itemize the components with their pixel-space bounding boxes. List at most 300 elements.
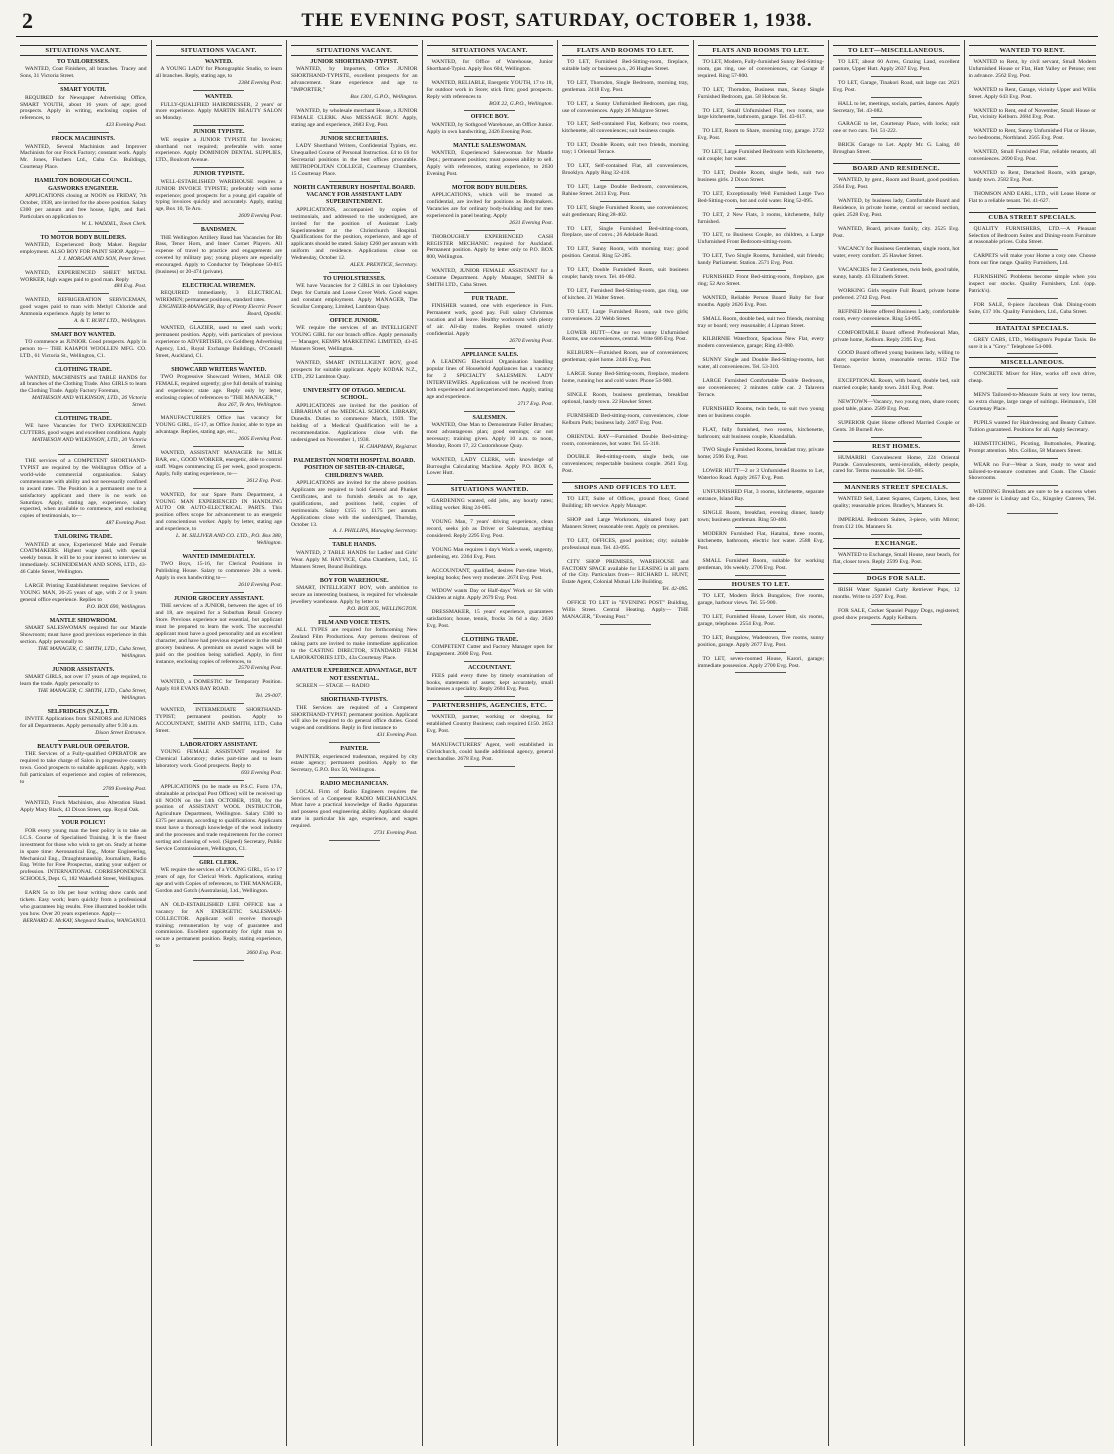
ad-heading: JUNIOR GROCERY ASSISTANT. [173, 595, 264, 602]
classified-ad [698, 531, 825, 552]
classified-ad [698, 212, 825, 226]
ad-divider [464, 139, 515, 140]
ad-divider [1007, 458, 1058, 459]
ad-divider [600, 97, 651, 98]
classified-ad [969, 302, 1097, 316]
classified-ad [427, 80, 554, 108]
ad-divider [329, 693, 380, 694]
classified-ad [562, 205, 689, 219]
classified-ad [20, 583, 147, 611]
ad-divider [329, 742, 380, 743]
ad-body: LOWER HUTT—One or two sunny Unfurnished Rooms, use conveniences, central. Write 686 Evg. Post. [562, 329, 689, 343]
ad-body: TO LET, Large Furnished Room, suit two girls; conveniences. 22 Webb Street. [562, 308, 689, 322]
classified-ad [427, 588, 554, 602]
ad-body: FURNISHED Bed-sitting-room, conveniences, close Kelburn Park; business lady. 2467 Evg. Post. [562, 412, 689, 426]
classified-ad [427, 742, 554, 763]
ad-signature: MATHESON AND WILKINSON, LTD., 20 Victoria Street. [32, 437, 147, 451]
ad-divider [1007, 249, 1058, 250]
ad-body: WANTED, by business lady, Comfortable Board and Residence, in private home, central or second section, quiet. 2528 Evg. Post. [833, 197, 960, 218]
ad-heading: MANTLE SALESWOMAN. [453, 142, 527, 149]
ad-body: ALL TYPES are required for forthcoming New Zealand Film Productions. Any persons desirous of taking parts are invited to make immediate application to the CASTING DIRECTOR, STANDARD FILM LABORATORIES LTD., 43a Courtenay Place. [291, 626, 418, 661]
ad-divider [464, 181, 515, 182]
classified-ad [969, 128, 1097, 142]
classified-ad [833, 587, 960, 601]
ad-divider [871, 624, 922, 625]
ad-divider [1007, 319, 1058, 320]
ad-divider [735, 423, 786, 424]
ad-body: LARGE Furnished Comfortable Double Bedroom, use conveniences; 2 minutes cable car. 2 Talavera Terrace. [697, 378, 824, 398]
classified-ad [20, 416, 147, 451]
column-6 [694, 40, 830, 1446]
ad-body: COMFORTABLE Board offered Professional Man, private home, Kelburn. Reply 2395 Evg. Post. [833, 329, 960, 343]
ad-heading: SHORTHAND-TYPISTS. [320, 697, 388, 704]
section-heading: EXCHANGE. [833, 538, 960, 549]
classified-ad [427, 59, 554, 73]
ad-divider [58, 530, 109, 531]
ad-signature: P.O. BOX 690, Wellington. [86, 603, 147, 610]
ad-heading: MOTOR BODY BUILDERS. [451, 184, 528, 191]
classified-ad [969, 337, 1097, 351]
classified-ad [156, 784, 283, 853]
column-5 [558, 40, 694, 1446]
ad-body: SMART, INTELLIGENT BOY, with ambition to secure an interesting business, is required for wholesale jewellery warehouse. Apply by letter to [291, 584, 418, 605]
ad-divider [600, 242, 651, 243]
ad-body: THE Services are required of a Competent SHORTHAND-TYPIST; permanent position. Applicant will also be required to do general office duties. Good wages and conditions. Reply in first instance to [291, 704, 418, 732]
ad-divider [329, 574, 380, 575]
ad-divider [600, 201, 651, 202]
ad-body: DRESSMAKER, 15 years' experience, guarantees satisfaction; house, tennis, frocks 3s 6d a day. 2630 Evg. Post. [426, 609, 553, 630]
classified-ad [20, 297, 147, 325]
ad-body: WORKING Girls require Full Board, private home preferred. 2742 Evg. Post. [833, 288, 960, 301]
ad-divider [193, 279, 244, 280]
classified-ad [291, 781, 418, 837]
ad-divider [735, 672, 786, 673]
ad-body: FOR every young man the best policy is to take an I.C.S. Course of Specialised Training. It is the finest investment for those who wish to get on. Study at home in spare time: Aeronautical Eng., Motor Engineering, Mechanical Eng., Draughtsmanship, Journalism, Radio Eng. Write for Free Prospectus, stating your subject or profession. INTERNATIONAL CORRESPONDENCE SCHOOLS, Dept. G, 182 Wakefield Street, Wellington. [20, 827, 147, 883]
classified-ad [833, 226, 960, 240]
classified-ad [156, 450, 283, 485]
ad-divider [58, 293, 109, 294]
ad-body: SUNNY Single and Double Bed-Sitting-rooms, hot water, all conveniences. Tel. 53-310. [697, 357, 824, 371]
classified-ad [156, 860, 283, 895]
ad-divider [329, 777, 380, 778]
ad-heading: PALMERSTON NORTH HOSPITAL BOARD. POSITION OF SISTER-IN-CHARGE, CHILDREN'S WARD. [293, 457, 415, 479]
ad-body: A LEADING Electrical Organisation handling popular lines of Household Appliances has a vacancy for 2 SPECIALTY SALESMEN. LADY INTERVIEWERS. Applications will be received from both experienced and inexperienced men. Apply, stating age and experience. [426, 359, 553, 400]
ad-body: WANTED, for Office of Warehouse, Junior Shorthand-Typist. Apply Box 604, Wellington. [426, 59, 553, 72]
ad-body: VACANCY for Business Gentleman, single room, hot water, every comfort. 25 Hawker Street. [833, 246, 960, 260]
classified-ad [969, 462, 1097, 483]
ad-divider [193, 363, 244, 364]
classified-columns [16, 40, 1100, 1446]
section-heading: BOARD AND RESIDENCE. [833, 163, 960, 174]
ad-heading: SELFRIDGES (N.Z.), LTD. [47, 708, 119, 715]
column-4 [423, 40, 559, 1446]
ad-divider [464, 564, 515, 565]
classified-ad [969, 149, 1097, 163]
ad-divider [193, 738, 244, 739]
ad-body: WANTED to Rent, Sunny Unfurnished Flat or House, two bedrooms, Northland. 2565 Evg. Post. [968, 128, 1096, 142]
ad-divider [193, 550, 244, 551]
ad-body: FULLY-QUALIFIED HAIRDRESSER, 2 years' or more experience. Apply MARTIN BEAUTY SALON on Monday. [155, 101, 282, 122]
ad-divider [1007, 145, 1058, 146]
ad-body: WE have Vacancies for 2 GIRLS in our Upholstery Dept. for Curtain and Loose Cover Work. Good wages and constant employment. Apply MANAGER, The Scoullar Company, Limited, Lambton Quay. [291, 283, 418, 311]
ad-body: TO LET, Self-contained Flat, all conveniences, Brooklyn. Apply Ring 32-418. [562, 163, 689, 176]
ad-body: HUMARIRI Convalescent Home, 224 Oriental Parade. Convalescents, semi-invalids, elderly people, cared for. Terms reasonable. Tel. 50-685. [833, 454, 960, 475]
ad-heading: PAINTER. [340, 746, 369, 753]
ad-signature: 484 Evg. Post. [113, 283, 147, 290]
ad-body: WANTED, EXPERIENCED SHEET METAL WORKER, high wages paid to good man. Reply [20, 269, 147, 283]
classified-ad [562, 350, 689, 364]
classified-ad [698, 87, 825, 101]
classified-ad [698, 316, 825, 330]
ad-body: APPLICATIONS, accompanied by copies of testimonials, and addressed to the undersigned, are invited for the position of Assistant Lady Superintendent at the Christchurch Hospital. Qualifications for the position, experience, and age of applicants should be stated. Salary £260 per annum with uniform and residence. Applications close on Wednesday, October 12. [291, 206, 418, 262]
ad-body: TO LET, a Sunny Unfurnished Bedroom, gas ring, use of conveniences. Apply 26 Mulgrave Street. [562, 100, 689, 114]
ad-body: WANTED, LADY CLERK, with knowledge of Burroughs Calculating Machine. Apply P.O. BOX 6, Lower Hutt. [426, 456, 553, 477]
ad-body: SMALL Furnished Room, suitable for working gentleman, 10s weekly. 2706 Evg. Post. [697, 558, 824, 572]
ad-divider [600, 388, 651, 389]
ad-divider [464, 738, 515, 739]
ad-divider [1007, 437, 1058, 438]
ad-body: FURNISHED Rooms, twin beds, to suit two young men or business couple. [697, 405, 824, 419]
ad-body: WE require the services of a YOUNG GIRL, 15 to 17 years of age, for Clerical Work. Applications, stating age and with Copies of references, to THE MANAGER, Gordon and Gotch (Australasia), Ltd., Wellington. [155, 867, 282, 894]
ad-divider [1007, 83, 1058, 84]
ad-divider [1007, 388, 1058, 389]
ad-body: WANTED, Coat Finishers, all branches. Tracey and Sons, 31 Victoria Street. [20, 66, 147, 80]
ad-body: TO LET, Two Single Rooms, furnished, suit friends; handy Parliament. Station. 2571 Evg. Post. [697, 253, 824, 267]
ad-body: CONCRETE Mixer for Hire, works off own drive, cheap. [968, 371, 1096, 385]
ad-body: LADY Shorthand Writers, Confidential Typists, etc. Unequalled Course of Personal Instruction. £4 to £6 for Secretarial positions in the best offices procurable. METROPOLITAN COLLEGE, Courtenay Chambers, 15 Courtenay Place. [291, 143, 418, 177]
ad-body: TO LET, Room to Share, morning tray, garage. 2722 Evg. Post. [697, 128, 824, 142]
ad-divider [600, 326, 651, 327]
classified-ad [427, 234, 554, 262]
classified-ad [427, 714, 554, 735]
ad-divider [193, 223, 244, 224]
ad-body: REQUIRED for Newspaper Advertising Office, SMART YOUTH, about 16 years of age; good prospects. Apply in writing, enclosing copies of references, to [20, 94, 147, 122]
ad-heading: TABLE HANDS. [332, 542, 377, 549]
ad-body: WEAR no Fur—Wear a Sure, ready to wear and tailored-to-measure costumes and Coats. The Classic Showrooms. [968, 461, 1096, 482]
ad-divider [735, 353, 786, 354]
ad-body: INVITE Applications from SENIORS and JUNIORS for all Departments. Apply personally after 9.30 a.m. [20, 716, 147, 729]
ad-divider [600, 180, 651, 181]
ad-signature: THE MANAGER, C. SMITH, LTD., Cuba Street, Wellington. [37, 687, 147, 701]
classified-ad [562, 163, 689, 177]
classified-ad [20, 800, 147, 814]
ad-divider [329, 181, 380, 182]
ad-signature: A. & T. BURT LTD., Wellington. [73, 318, 147, 325]
ad-body: TWO Single Furnished Rooms, breakfast tray, private home; 2596 Evg. Post. [697, 447, 824, 461]
ad-signature: THE MANAGER, C. SMITH, LTD., Cuba Street, Wellington. [37, 645, 147, 659]
ad-divider [329, 384, 380, 385]
ad-body: GREY CABS, LTD., Wellington's Popular Taxis. Be sure it is a "Grey." Telephone 54-000. [968, 336, 1096, 350]
ad-heading: OFFICE JUNIOR. [329, 318, 379, 324]
classified-ad [427, 609, 554, 630]
classified-ad [833, 198, 960, 219]
ad-body: WANTED, a DOMESTIC for Temporary Position. Apply 818 EVANS BAY ROAD. [155, 679, 282, 693]
ad-divider [871, 194, 922, 195]
classified-ad [698, 232, 825, 246]
ad-body: THOROUGHLY EXPERIENCED CASH REGISTER MECHANIC required for Auckland. Permanent position. Apply by letter only to P.O. BOX 800, Wellington. [426, 233, 553, 261]
classified-ad [833, 101, 960, 115]
ad-divider [58, 266, 109, 267]
ad-divider [600, 555, 651, 556]
ad-heading: NORTH CANTERBURY HOSPITAL BOARD. VACANCY FOR ASSISTANT LADY SUPERINTENDENT. [293, 184, 416, 206]
ad-body: HALL to let, meetings, socials, parties, dances. Apply Secretary, Tel. 43-082. [833, 100, 960, 114]
ad-body: APPLICATIONS, which will be treated as confidential, are invited for positions as Bodymakers. Vacancies are for ordinary body-building and for men experienced in panel beating. Apply [426, 192, 553, 219]
classified-ad [156, 902, 283, 957]
ad-divider [1007, 124, 1058, 125]
ad-body: HEMSTITCHING, Picoting, Buttonholes, Pleating. Prompt attention. Mrs. Collins, 58 Manners Street. [968, 440, 1096, 454]
classified-ad [969, 253, 1097, 267]
classified-ad [833, 399, 960, 413]
classified-ad [698, 253, 825, 267]
ad-signature: BERNARD E. McKAY, Sheppard Studios, WANGANUI. [22, 917, 147, 924]
ad-divider [193, 125, 244, 126]
ad-divider [193, 411, 244, 412]
ad-body: SUPERIOR Quiet Home offered Married Couple or Gents. 36 Burnell Ave. [833, 419, 960, 433]
ad-divider [58, 231, 109, 232]
ad-divider [600, 430, 651, 431]
ad-body: THE services of a JUNIOR, between the ages of 16 and 18, are required for a Suburban Retail Grocery Store. Previous experience not essential, but applicant must be prepared to learn the work. The successful applicant must have a good personality and an excellent character, and have had previous experience in the retail grocery business. A premium on award wages will be paid on the position being satisfied. Apply, in first instance, enclosing copies of references, to [155, 603, 282, 665]
ad-body: SMART GIRLS, not over 17 years of age required, to learn the trade. Apply personally to [20, 674, 147, 687]
classified-ad [833, 378, 960, 392]
ad-body: WANTED, ASSISTANT MANAGER for MILK BAR, etc., GOOD WORKER, energetic, able to control staff. Wages commencing £5 per week, good prospects. Apply, fully stating experience, to— [155, 450, 282, 477]
ad-body: LOWER HUTT—2 or 3 Unfurnished Rooms to Let, Waterloo Road. Apply 2657 Evg. Post. [697, 468, 824, 482]
classified-ad [698, 128, 825, 142]
ad-divider [58, 705, 109, 706]
classified-ad [562, 517, 689, 531]
ad-body: CARPETS will make your Home a cosy one. Choose from our fine range. Quality Furnishers, Ltd. [968, 253, 1096, 267]
ad-signature: J. J. MORGAN AND SON, Peter Street. [57, 255, 147, 262]
classified-ad [562, 559, 689, 594]
ad-divider [58, 363, 109, 364]
ad-signature: Box 1301, G.P.O., Wellington. [350, 94, 418, 101]
ad-divider [735, 374, 786, 375]
ad-body: GARDENING wanted, odd jobs, any hourly rates; willing worker. Ring 24-085. [426, 498, 553, 512]
ad-heading: OFFICE BOY. [470, 114, 509, 121]
ad-body: APPLICATIONS (to be made on P.S.C. Form 17A, obtainable at principal Post Offices) will be received up till NOON on the 14th OCTOBER, 1938, for the position of ASSISTANT WOOL INSTRUCTOR, Agriculture Department, Wellington. Salary £300 to £375 per annum, according to qualifications. Applicants must have a thorough knowledge of the wool industry and the processes and trade requirements for the correct sorting and classing of wool. (Signed) Secretary, Public Service Commissioners, Wellington, C1. [155, 783, 282, 852]
ad-divider [871, 416, 922, 417]
ad-divider [871, 395, 922, 396]
ad-body: LARGE Sunny Bed-Sitting-room, fireplace, modern home, running hot and cold water. Phone 54-900. [562, 371, 689, 385]
ad-body: WANTED, by wholesale merchant House, a JUNIOR FEMALE CLERK. Also MESSAGE BOY. Apply, stating age and experience, 2683 Evg. Post. [291, 107, 418, 128]
ad-body: WANTED to Rent, by civil servant, Small Modern Unfurnished House or Flat, Hutt Valley or Petone; rent in advance. 2562 Evg. Post. [968, 59, 1096, 79]
ad-heading: WANTED IMMEDIATELY. [182, 553, 256, 560]
section-heading: MISCELLANEOUS. [969, 357, 1097, 368]
ad-divider [871, 346, 922, 347]
classified-ad [427, 185, 554, 227]
ad-body: WANTED, by Importers, Office JUNIOR SHORTHAND-TYPISTE, excellent prospects for an advancement. State experience and age to "IMPORTER," [291, 66, 418, 94]
ad-body: TO LET, Furnished House, Lower Hutt, six rooms, garage, telephone. 2554 Evg. Post. [697, 614, 824, 627]
ad-body: WANTED to Exchange, Small House, near beach, for flat, closer town. Reply 2599 Evg. Post. [833, 551, 960, 565]
ad-divider [600, 305, 651, 306]
ad-divider [1007, 416, 1058, 417]
section-heading: MANNERS STREET SPECIALS. [833, 482, 960, 493]
classified-ad [698, 447, 825, 461]
column-7 [829, 40, 965, 1446]
ad-body: QUALITY FURNISHERS, LTD.—A Pleasant Selection of Bedroom Suites and Dining-room Furniture at reasonable prices. Cuba Street. [968, 225, 1096, 246]
ad-body: APPLICATIONS closing at NOON on FRIDAY, 7th October, 1938, are invited for the above position. Salary £300 per annum and free house, light, and fuel. Particulars on application to [20, 193, 147, 220]
ad-body: MEN'S Tailored-to-Measure Suits at very low terms, no extra charge, large range of suitings. Heimann's, 138 Courtenay Place. [968, 392, 1096, 413]
ad-divider [1007, 104, 1058, 105]
ad-body: FOR SALE, Cocker Spaniel Puppy Dogs, registered; good show prospects. Apply Kelburn. [833, 607, 960, 621]
classified-ad [20, 534, 147, 576]
ad-divider [464, 605, 515, 606]
ad-body: A YOUNG LADY for Photographic Studio, to learn all branches. Reply, stating age, to [155, 66, 282, 80]
classified-ad [833, 288, 960, 302]
classified-ad [562, 392, 689, 406]
ad-body: THE Wellington Artillery Band has Vacancies for Bb Bass, Tenor Horn, and Inner Cornet Players. All expense of travel to practice and engagements are covered by military pay; young players are especially encouraged. Apply to Conductor by Telephone 50-815 (business) or 20-474 (private). [155, 234, 282, 276]
classified-ad [291, 542, 418, 570]
ad-signature: MATHESON AND WILKINSON, LTD., 26 Victoria Street. [32, 395, 147, 409]
ad-divider [329, 616, 380, 617]
ad-divider [1007, 485, 1058, 486]
classified-ad [833, 121, 960, 135]
ad-body: WANTED, Several Machinists and Improver Machinists for our Frock Factory; constant work. Apply Mr. Jones, Fischers Ltd., Cuba Co. Buildings, Courtenay Place. [20, 143, 147, 171]
ad-body: WANTED, Frock Machinists, also Alteration Hand. Apply Mary Black, 43 Dixon Street, opp. Royal Oak. [20, 799, 147, 813]
ad-signature: Tel. 29-007. [255, 693, 282, 700]
ad-heading: BANDSMEN. [200, 227, 237, 234]
ad-body: WELL-ESTABLISHED WAREHOUSE requires a JUNIOR INVOICE TYPISTE; preferably with some experience; good prospects for a young girl capable of typing invoices quickly and accurately. Apply, stating age, Box 10, Te Aro. [155, 178, 282, 213]
ad-divider [735, 83, 786, 84]
classified-ad [833, 309, 960, 323]
ad-heading: BEAUTY PARLOUR OPERATOR. [37, 743, 130, 750]
ad-body: IRISH Water Spaniel Curly Retriever Pups, 12 months. Write to 2597 Evg. Post. [833, 586, 960, 600]
classified-ad [833, 517, 960, 531]
ad-divider [193, 446, 244, 447]
ad-divider [464, 230, 515, 231]
ad-divider [1007, 208, 1058, 209]
ad-body: TO LET, Large Double Bedroom, conveniences, Rahine Street. 2413 Evg. Post. [562, 183, 689, 197]
classified-ad [562, 496, 689, 510]
ad-divider [871, 374, 922, 375]
ad-divider [871, 138, 922, 139]
classified-ad [20, 178, 147, 227]
ad-body: WANTED, partner, working or sleeping, for established Country Business; cash required £150. 2653 Evg. Post. [426, 714, 553, 735]
classified-ad [20, 235, 147, 263]
classified-ad [833, 455, 960, 476]
ad-heading: HAMILTON BOROUGH COUNCIL. GASWORKS ENGINEER. [34, 178, 132, 192]
ad-divider [193, 321, 244, 322]
classified-ad [20, 820, 147, 883]
ad-signature: 2670 Evening Post. [509, 337, 553, 344]
ad-divider [871, 222, 922, 223]
classified-ad [698, 295, 825, 309]
ad-body: KILBIRNIE Waterfront, Spacious New Flat, every modern convenience, garage; Ring 43-880. [697, 336, 824, 350]
classified-ad [427, 519, 554, 540]
ad-divider [464, 453, 515, 454]
ad-heading: SHOWCARD WRITERS WANTED. [171, 366, 267, 373]
ad-body: EXCEPTIONAL Room, with board, double bed, suit married couple; handy town. 2441 Evg. Post. [833, 378, 960, 392]
ad-divider [1007, 166, 1058, 167]
classified-ad [698, 489, 825, 503]
ad-heading: SALESMEN. [472, 414, 507, 421]
ad-heading: GIRL CLERK. [199, 859, 239, 866]
ad-heading: TO MOTOR BODY BUILDERS. [40, 234, 127, 241]
ad-divider [735, 291, 786, 292]
ad-divider [464, 292, 515, 293]
ad-divider [193, 960, 244, 961]
section-heading: SITUATIONS VACANT. [20, 45, 147, 56]
ad-divider [464, 696, 515, 697]
ad-body: TO LET, Modern, Fully-furnished Sunny Bed-Sitting-room, gas ring, use of conveniences, car Garage if required. Ring 57-800. [697, 59, 824, 79]
ad-body: FURNISHED Front Bed-sitting-room, fireplace, gas ring; 52 Aro Street. [697, 274, 824, 287]
classified-ad [427, 143, 554, 178]
classified-ad [698, 170, 825, 184]
ad-divider [871, 478, 922, 479]
classified-ad [698, 336, 825, 350]
ad-heading: WANTED. [204, 94, 233, 101]
classified-ad [698, 635, 825, 649]
section-heading: SITUATIONS VACANT. [156, 45, 283, 56]
ad-signature: Tel. 42-095. [661, 586, 689, 593]
page-number: 2 [22, 8, 33, 33]
ad-divider [1007, 353, 1058, 354]
ad-divider [464, 584, 515, 585]
ad-body: REQUIRED immediately, 3 ELECTRICAL WIREMEN; permanent positions, standard rates. [155, 290, 282, 304]
ad-divider [193, 167, 244, 168]
ad-divider [735, 464, 786, 465]
ad-body: TO LET, Large Furnished Bedroom with Kitchenette, suit couple; hot water. [697, 149, 824, 163]
ad-body: ORIENTAL BAY—Furnished Double Bed-sitting-room, conveniences, hot water. Tel. 55-318. [562, 433, 689, 447]
ad-body: WANTED, JUNIOR FEMALE ASSISTANT for a Costume Department. Apply Manager, SMITH & SMITH LTD., Cuba Street. [426, 268, 553, 289]
ad-signature: ALEX. PRENTICE, Secretary. [350, 262, 418, 269]
classified-ad [698, 149, 825, 163]
ad-signature: 487 Evening Post. [105, 520, 147, 527]
ad-body: CITY SHOP PREMISES, WAREHOUSE and FACTORY SPACE available for LEASING in all parts of the City. Particulars from— RICHARD L. HUNT, Estate Agent, Colonial Mutual Life Building. [562, 558, 689, 586]
ad-heading: TO TAILORESSES. [56, 59, 110, 65]
classified-ad [20, 667, 147, 702]
ad-divider [464, 633, 515, 634]
ad-divider [1007, 513, 1058, 514]
classified-ad [562, 434, 689, 448]
ad-heading: JUNIOR TYPISTE. [192, 171, 245, 178]
ad-divider [735, 485, 786, 486]
ad-divider [735, 270, 786, 271]
ad-body: MODERN Furnished Flat, Hataitai, three rooms, kitchenette, bathroom, electric hot water. 2588 Evg. Post. [697, 530, 824, 551]
ad-divider [464, 543, 515, 544]
ad-body: BRICK Garage to Let. Apply Mr. G. Laing, 40 Broughan Street. [833, 142, 960, 156]
ad-body: TO LET, Exceptionally Well Furnished Large Two Bed-Sitting-room, hot and cold water. Ring 52-095. [697, 190, 824, 204]
classified-ad [156, 283, 283, 318]
classified-ad [20, 87, 147, 129]
ad-body: SMALL Room, double bed, suit two friends, morning tray or board; very reasonable; 4 Lipman Street. [697, 315, 824, 329]
ad-body: UNFURNISHED Flat, 3 rooms, kitchenette, separate entrance, Island Bay. [697, 489, 824, 502]
section-heading: REST HOMES. [833, 441, 960, 452]
classified-ad [156, 171, 283, 220]
classified-ad [562, 80, 689, 94]
ad-signature: BOX 22, G.P.O., Wellington. [489, 100, 553, 107]
column-2 [152, 40, 288, 1446]
ad-body: GOOD Board offered young business lady, willing to share; superior home, reasonable terms. 1932 The Terrace. [833, 350, 960, 371]
ad-body: FOR SALE, 8-piece Jacobean Oak Dining-room Suite, £17 10s. Quality Furnishers, Ltd., Cuba Street. [968, 301, 1096, 315]
classified-ad [427, 665, 554, 693]
section-heading: TO LET—MISCELLANEOUS. [833, 45, 960, 56]
classified-ad [562, 309, 689, 323]
ad-heading: UNIVERSITY OF OTAGO. MEDICAL SCHOOL. [303, 387, 406, 402]
ad-divider [464, 348, 515, 349]
ad-divider [58, 83, 109, 84]
ad-body: TO LET, seven-roomed House, Karori, garage; immediate possession. Apply 2700 Evg. Post. [697, 655, 824, 669]
ad-divider [58, 928, 109, 929]
ad-divider [735, 312, 786, 313]
classified-ad [562, 413, 689, 427]
ad-body: TWO Boys, 15-16, for Clerical Positions in Publishing House. Salary to commence 20s a week. Apply in own handwriting to— [155, 561, 282, 582]
ad-divider [58, 579, 109, 580]
ad-body: FURNISHING Problems become simple when you inspect our stocks. Quality Furnishers, Ltd. (opp. Patrick's). [968, 274, 1096, 294]
classified-ad [562, 142, 689, 156]
classified-ad [291, 668, 418, 690]
classified-ad [698, 656, 825, 670]
classified-ad [291, 578, 418, 613]
